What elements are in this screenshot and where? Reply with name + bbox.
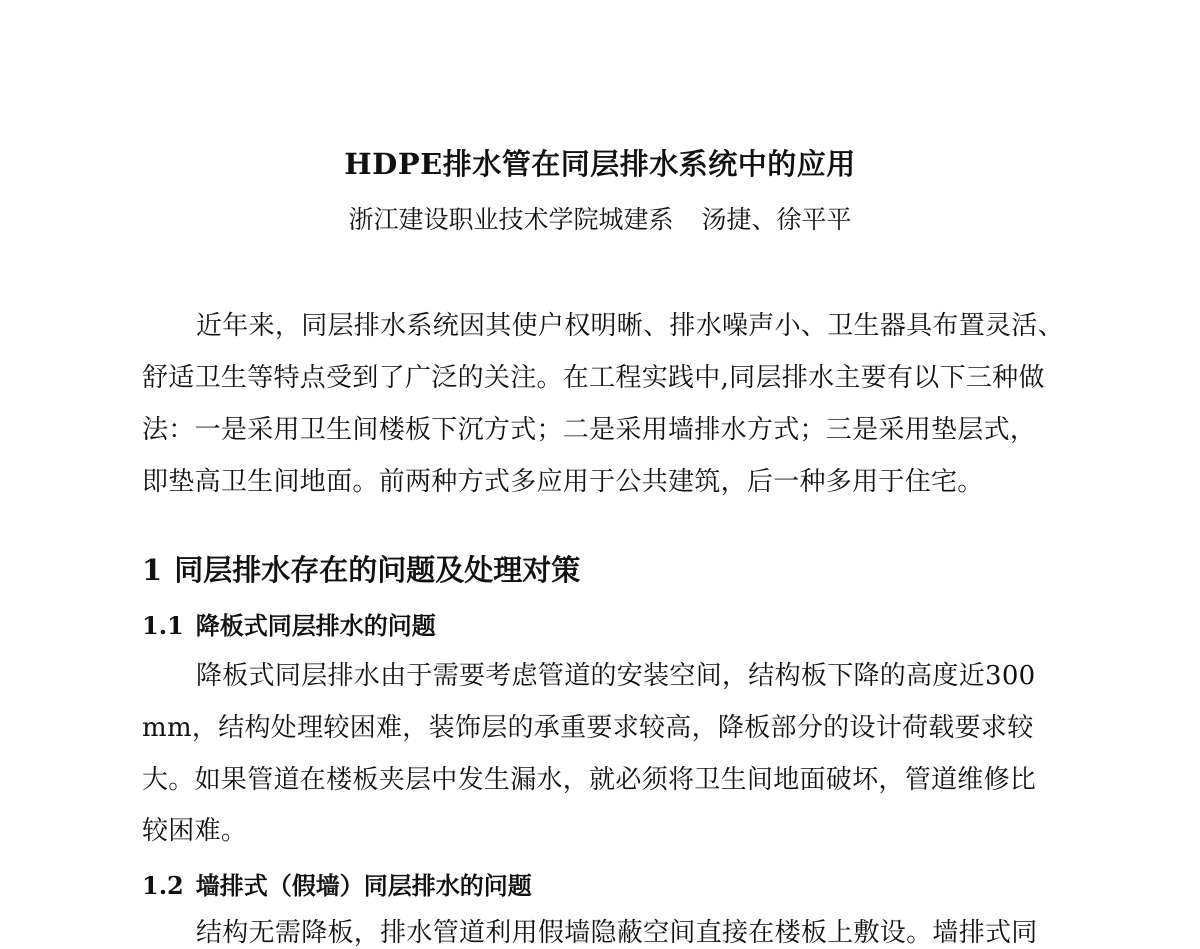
author-line	[0, 200, 1200, 236]
section-1-1-line-3: 大。如果管道在楼板夹层中发生漏水，就必须将卫生间地面破坏，管道维修比	[142, 765, 1037, 795]
author-affiliation: 浙江建设职业技术学院城建系	[348, 205, 674, 234]
intro-line-2: 舒适卫生等特点受到了广泛的关注。在工程实践中,同层排水主要有以下三种做	[142, 363, 1045, 393]
author-names: 汤捷、徐平平	[701, 205, 852, 234]
section-1-1-heading	[142, 606, 436, 641]
intro-line-4: 即垫高卫生间地面。前两种方式多应用于公共建筑，后一种多用于住宅。	[142, 467, 984, 497]
section-1-title: 同层排水存在的问题及处理对策	[174, 553, 581, 587]
section-1-2-heading	[142, 866, 532, 901]
section-1-2-line-1: 结构无需降板，排水管道利用假墙隐蔽空间直接在楼板上敷设。墙排式同	[196, 918, 1038, 948]
section-1-1-title: 降板式同层排水的问题	[195, 611, 436, 640]
section-1-2-number: 1.2	[142, 871, 184, 900]
intro-line-1: 近年来，同层排水系统因其使户权明晰、排水噪声小、卫生器具布置灵活、	[196, 311, 1064, 341]
section-1-2-title: 墙排式（假墙）同层排水的问题	[195, 871, 532, 900]
section-1-heading	[142, 548, 580, 589]
section-1-1-line-4: 较困难。	[142, 816, 248, 846]
section-1-1-line-2: mm，结构处理较困难，装饰层的承重要求较高，降板部分的设计荷载要求较	[142, 713, 1034, 743]
section-1-1-line-1: 降板式同层排水由于需要考虑管道的安装空间，结构板下降的高度近300	[196, 661, 1036, 691]
intro-line-3: 法：一是采用卫生间楼板下沉方式；二是采用墙排水方式；三是采用垫层式，	[142, 415, 1037, 445]
page-title: HDPE排水管在同层排水系统中的应用	[344, 147, 856, 181]
section-1-number: 1	[142, 553, 163, 587]
section-1-1-number: 1.1	[142, 611, 184, 640]
